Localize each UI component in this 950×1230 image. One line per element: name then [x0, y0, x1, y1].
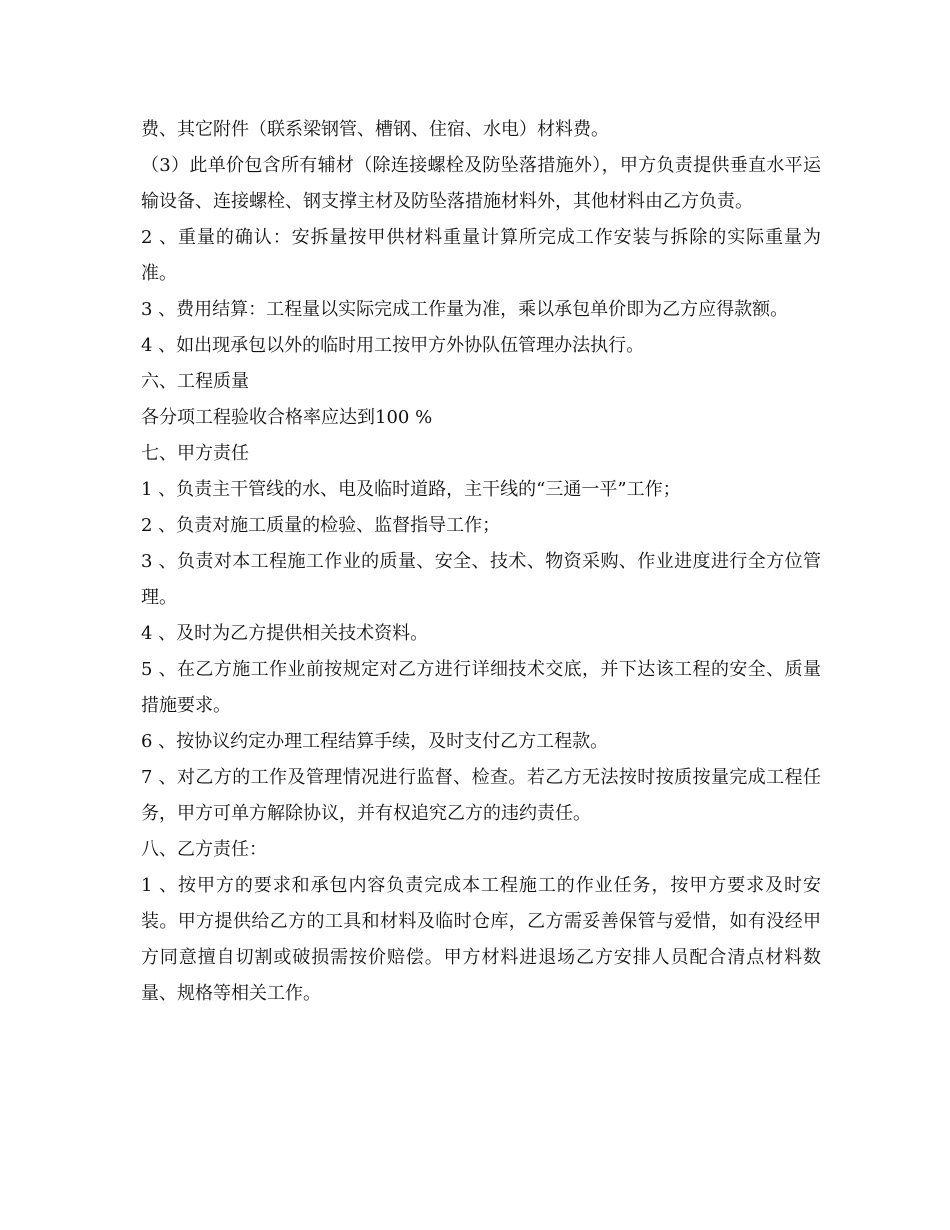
- paragraph-party-b-item-1: 1 、按甲方的要求和承包内容负责完成本工程施工的作业任务，按甲方要求及时安装。甲方提供给乙方的工具和材料及临时仓库，乙方需妥善保管与爱惜，如有没经甲方同意擅自切割或破损需按价赔偿。甲方材料进退场乙方安排人员配合清点材料数量、规格等相关工作。: [141, 875, 821, 1004]
- paragraph-fee-settlement: 3 、费用结算：工程量以实际完成工作量为准，乘以承包单价即为乙方应得款额。: [141, 299, 789, 320]
- paragraph-unit-price-note: （3）此单价包含所有辅材（除连接螺栓及防坠落措施外），甲方负责提供垂直水平运输设备、连接螺栓、钢支撑主材及防坠落措施材料外，其他材料由乙方负责。: [141, 155, 821, 212]
- document-body: [141, 112, 821, 1012]
- paragraph-party-a-item-1: 1 、负责主干管线的水、电及临时道路，主干线的“三通一平”工作；: [141, 479, 681, 500]
- section-heading-quality: 六、工程质量: [141, 371, 249, 392]
- paragraph-party-a-item-3: 3 、负责对本工程施工作业的质量、安全、技术、物资采购、作业进度进行全方位管理。: [141, 551, 821, 608]
- paragraph-party-a-item-6: 6 、按协议约定办理工程结算手续，及时支付乙方工程款。: [141, 731, 609, 752]
- paragraph-weight-confirmation: 2 、重量的确认：安拆量按甲供材料重量计算所完成工作安装与拆除的实际重量为准。: [141, 227, 821, 284]
- paragraph-party-a-item-4: 4 、及时为乙方提供相关技术资料。: [141, 623, 429, 644]
- section-heading-party-b: 八、乙方责任：: [141, 839, 267, 860]
- paragraph-temporary-labor: 4 、如出现承包以外的临时用工按甲方外协队伍管理办法执行。: [141, 335, 645, 356]
- paragraph-material-fees: 费、其它附件（联系梁钢管、槽钢、住宿、水电）材料费。: [141, 119, 609, 140]
- section-heading-party-a: 七、甲方责任: [141, 443, 249, 464]
- paragraph-party-a-item-5: 5 、在乙方施工作业前按规定对乙方进行详细技术交底，并下达该工程的安全、质量措施要求。: [141, 659, 821, 716]
- paragraph-party-a-item-7: 7 、对乙方的工作及管理情况进行监督、检查。若乙方无法按时按质按量完成工程任务，甲方可单方解除协议，并有权追究乙方的违约责任。: [141, 767, 821, 824]
- paragraph-acceptance-rate: 各分项工程验收合格率应达到100 %: [141, 407, 433, 428]
- paragraph-party-a-item-2: 2 、负责对施工质量的检验、监督指导工作；: [141, 515, 501, 536]
